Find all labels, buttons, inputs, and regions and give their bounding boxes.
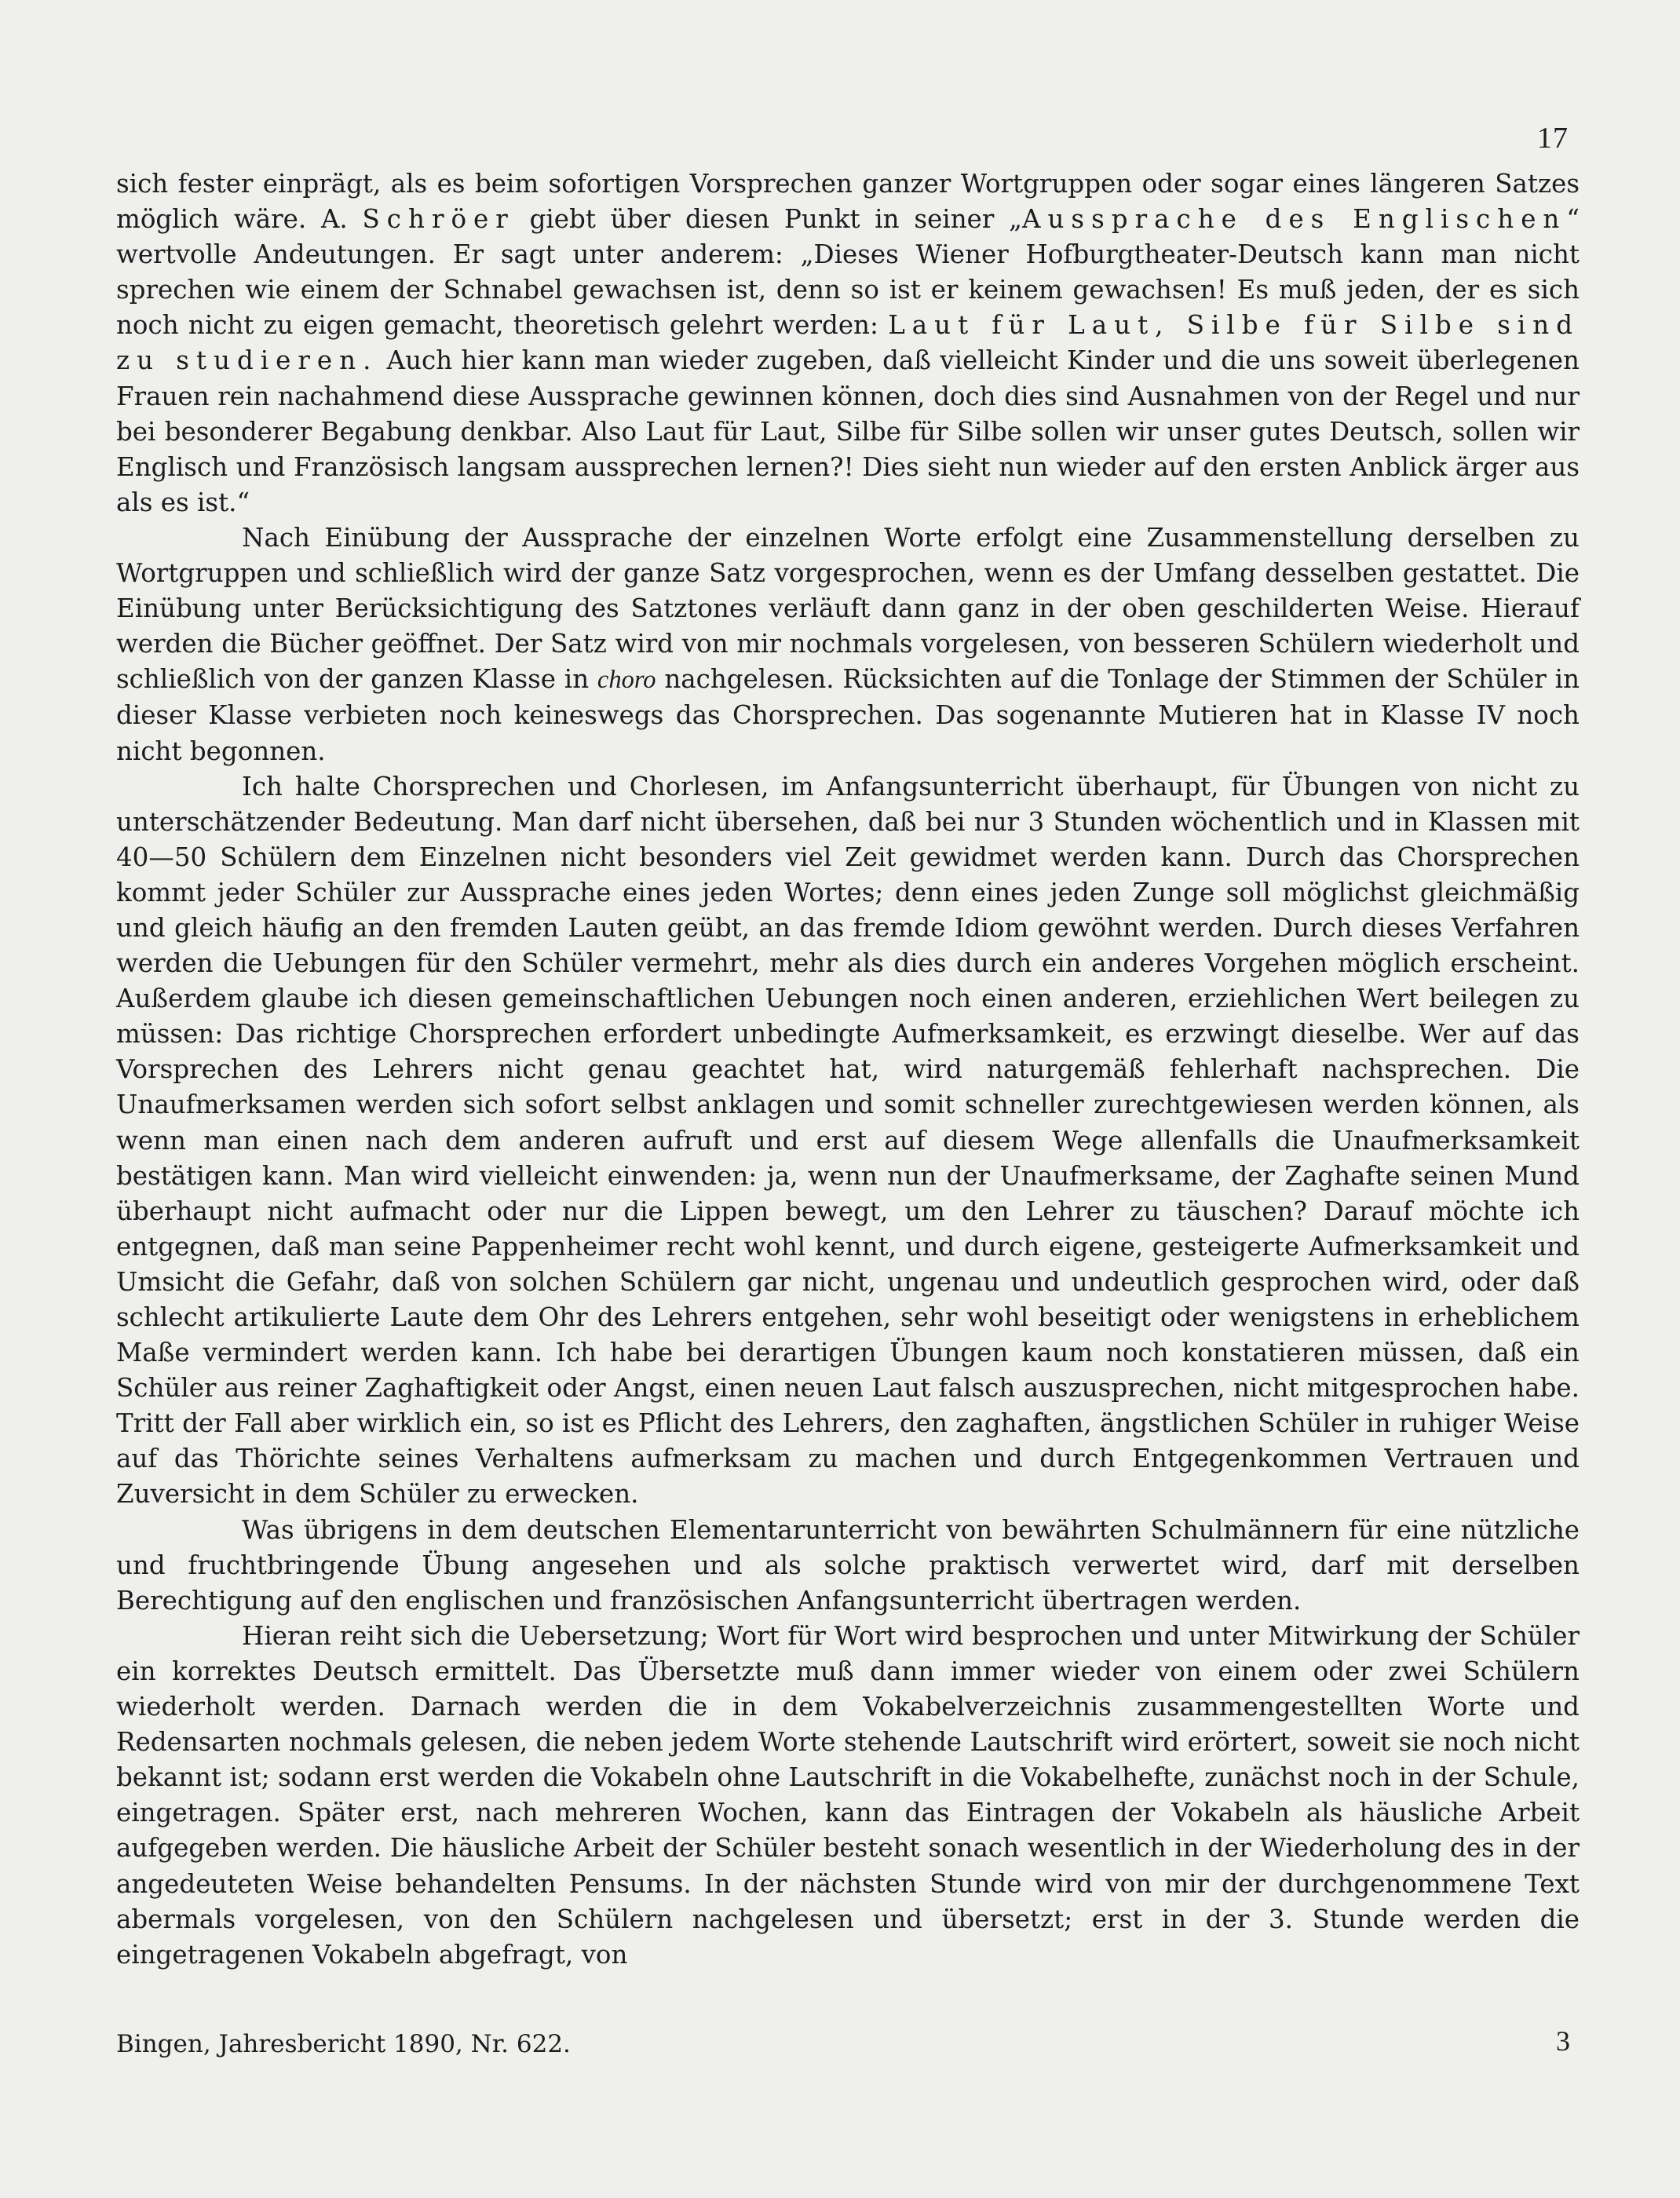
paragraph-text: Hieran reiht sich die Uebersetzung; Wort für Wort wird besprochen und unter Mitwirkung der Schüler ein korrektes Deutsch ermittelt. Das Übersetzte muß dann immer wieder von einem oder zwei Schülern wiederholt werden. Darnach werden die in dem Vokabelverzeichnis zusammengestellten Worte und Redensarten nochmals gelesen, die neben jedem Worte stehende Lautschrift wird erörtert, soweit sie noch nicht bekannt ist; sodann erst werden die Vokabeln ohne Lautschrift in die Vokabelhefte, zunächst noch in der Schule, eingetragen. Später erst, nach mehreren Wochen, kann das Eintragen der Vokabeln als häusliche Arbeit aufgegeben werden. Die häusliche Arbeit der Schüler besteht sonach wesentlich in der Wiederholung des in der angedeuteten Weise behandelten Pensums. In der nächsten Stunde wird von mir der durchgenommene Text abermals vorgelesen, von den Schülern nachgelesen und übersetzt; erst in der 3. Stunde werden die eingetragenen Vokabeln abgefragt, von	[116, 1620, 1580, 1970]
spaced-emphasis-text: Laut für Laut, Silbe für Silbe sind zu studieren.	[116, 310, 1580, 376]
page-number: 17	[1537, 122, 1569, 155]
paragraph-text: giebt über diesen Punkt in seiner „	[514, 204, 1023, 235]
footer-signature-mark: 3	[1556, 2025, 1570, 2057]
paragraph	[116, 520, 1580, 769]
paragraph-text: Nach Einübung der Aussprache der einzelnen Worte erfolgt eine Zusammenstellung derselben zu Wortgruppen und schließlich wird der ganze Satz vorgesprochen, wenn es der Umfang desselben gestattet. Die Einübung unter Berücksichtigung des Satztones verläuft dann ganz in der oben geschilderten Weise. Hierauf werden die Bücher geöffnet. Der Satz wird von mir nochmals vorgelesen, von besseren Schülern wiederholt und schließlich von der ganzen Klasse in	[116, 522, 1580, 695]
paragraph-text: “ wertvolle Andeutungen. Er sagt unter anderem: „Dieses Wiener Hofburgtheater-Deutsch kann man nicht sprechen wie einem der Schnabel gewachsen ist, denn so ist er keinem gewachsen! Es muß jeden, der es sich noch nicht zu eigen gemacht, theoretisch gelehrt werden:	[116, 204, 1580, 341]
paragraph-text: Ich halte Chorsprechen und Chorlesen, im Anfangsunterricht überhaupt, für Übungen von nicht zu unterschätzender Bedeutung. Man darf nicht übersehen, daß bei nur 3 Stunden wöchentlich und in Klassen mit 40—50 Schülern dem Einzelnen nicht besonders viel Zeit gewidmet werden kann. Durch das Chorsprechen kommt jeder Schüler zur Aussprache eines jeden Wortes; denn eines jeden Zunge soll möglichst gleichmäßig und gleich häufig an den fremden Lauten geübt, an das fremde Idiom gewöhnt werden. Durch dieses Verfahren werden die Uebungen für den Schüler vermehrt, mehr als dies durch ein anderes Vorgehen möglich erscheint. Außerdem glaube ich diesen gemeinschaftlichen Uebungen noch einen anderen, erziehlichen Wert beilegen zu müssen: Das richtige Chorsprechen erfordert unbedingte Aufmerksamkeit, es erzwingt dieselbe. Wer auf das Vorsprechen des Lehrers nicht genau geachtet hat, wird naturgemäß fehlerhaft nachsprechen. Die Unaufmerksamen werden sich sofort selbst anklagen und somit schneller zurechtgewiesen werden können, als wenn man einen nach dem anderen aufruft und erst auf diesem Wege allenfalls die Unaufmerksamkeit bestätigen kann. Man wird vielleicht einwenden: ja, wenn nun der Unaufmerksame, der Zaghafte seinen Mund überhaupt nicht aufmacht oder nur die Lippen bewegt, um den Lehrer zu täuschen? Darauf möchte ich entgegnen, daß man seine Pappenheimer recht wohl kennt, und durch eigene, gesteigerte Aufmerksamkeit und Umsicht die Gefahr, daß von solchen Schülern gar nicht, ungenau und undeutlich gesprochen wird, oder daß schlecht artikulierte Laute dem Ohr des Lehrers entgehen, sehr wohl beseitigt oder wenigstens in erheblichem Maße vermindert werden kann. Ich habe bei derartigen Übungen kaum noch konstatieren müssen, daß ein Schüler aus reiner Zaghaftigkeit oder Angst, einen neuen Laut falsch auszusprechen, nicht mitgesprochen habe. Tritt der Fall aber wirklich ein, so ist es Pflicht des Lehrers, den zaghaften, ängstlichen Schüler in ruhiger Weise auf das Thörichte seines Verhaltens aufmerksam zu machen und durch Entgegenkommen Vertrauen und Zuversicht in dem Schüler zu erwecken.	[116, 771, 1580, 1510]
body-text	[116, 166, 1580, 1973]
spaced-emphasis-text: Schröer	[362, 204, 515, 235]
paragraph	[116, 1513, 1580, 1619]
paragraph-text: nachgelesen. Rücksichten auf die Tonlage der Stimmen der Schüler in dieser Klasse verbieten noch keineswegs das Chorsprechen. Das sogenannte Mutieren hat in Klasse IV noch nicht begonnen.	[116, 664, 1580, 766]
spaced-emphasis-text: Aussprache des Englischen	[1022, 204, 1567, 235]
paragraph	[116, 769, 1580, 1513]
latin-italic-text: choro	[597, 666, 656, 695]
paragraph	[116, 1619, 1580, 1973]
paragraph-text: sich fester einprägt, als es beim sofortigen Vorsprechen ganzer Wortgruppen oder sogar eines längeren Satzes möglich wäre. A.	[116, 169, 1580, 235]
paragraph-text: Was übrigens in dem deutschen Elementarunterricht von bewährten Schulmännern für eine nützliche und fruchtbringende Übung angesehen und als solche praktisch verwertet wird, darf mit derselben Berechtigung auf den englischen und französischen Anfangsunterricht übertragen werden.	[116, 1514, 1580, 1616]
paragraph-text: Auch hier kann man wieder zugeben, daß vielleicht Kinder und die uns soweit überlegenen Frauen rein nachahmend diese Aussprache gewinnen können, doch dies sind Ausnahmen von der Regel und nur bei besonderer Begabung denkbar. Also Laut für Laut, Silbe für Silbe sollen wir unser gutes Deutsch, sollen wir Englisch und Französisch langsam aussprechen lernen?! Dies sieht nun wieder auf den ersten Anblick ärger aus als es ist.“	[116, 345, 1580, 517]
paragraph	[116, 166, 1580, 520]
footer-source-line: Bingen, Jahresbericht 1890, Nr. 622.	[116, 2030, 571, 2058]
